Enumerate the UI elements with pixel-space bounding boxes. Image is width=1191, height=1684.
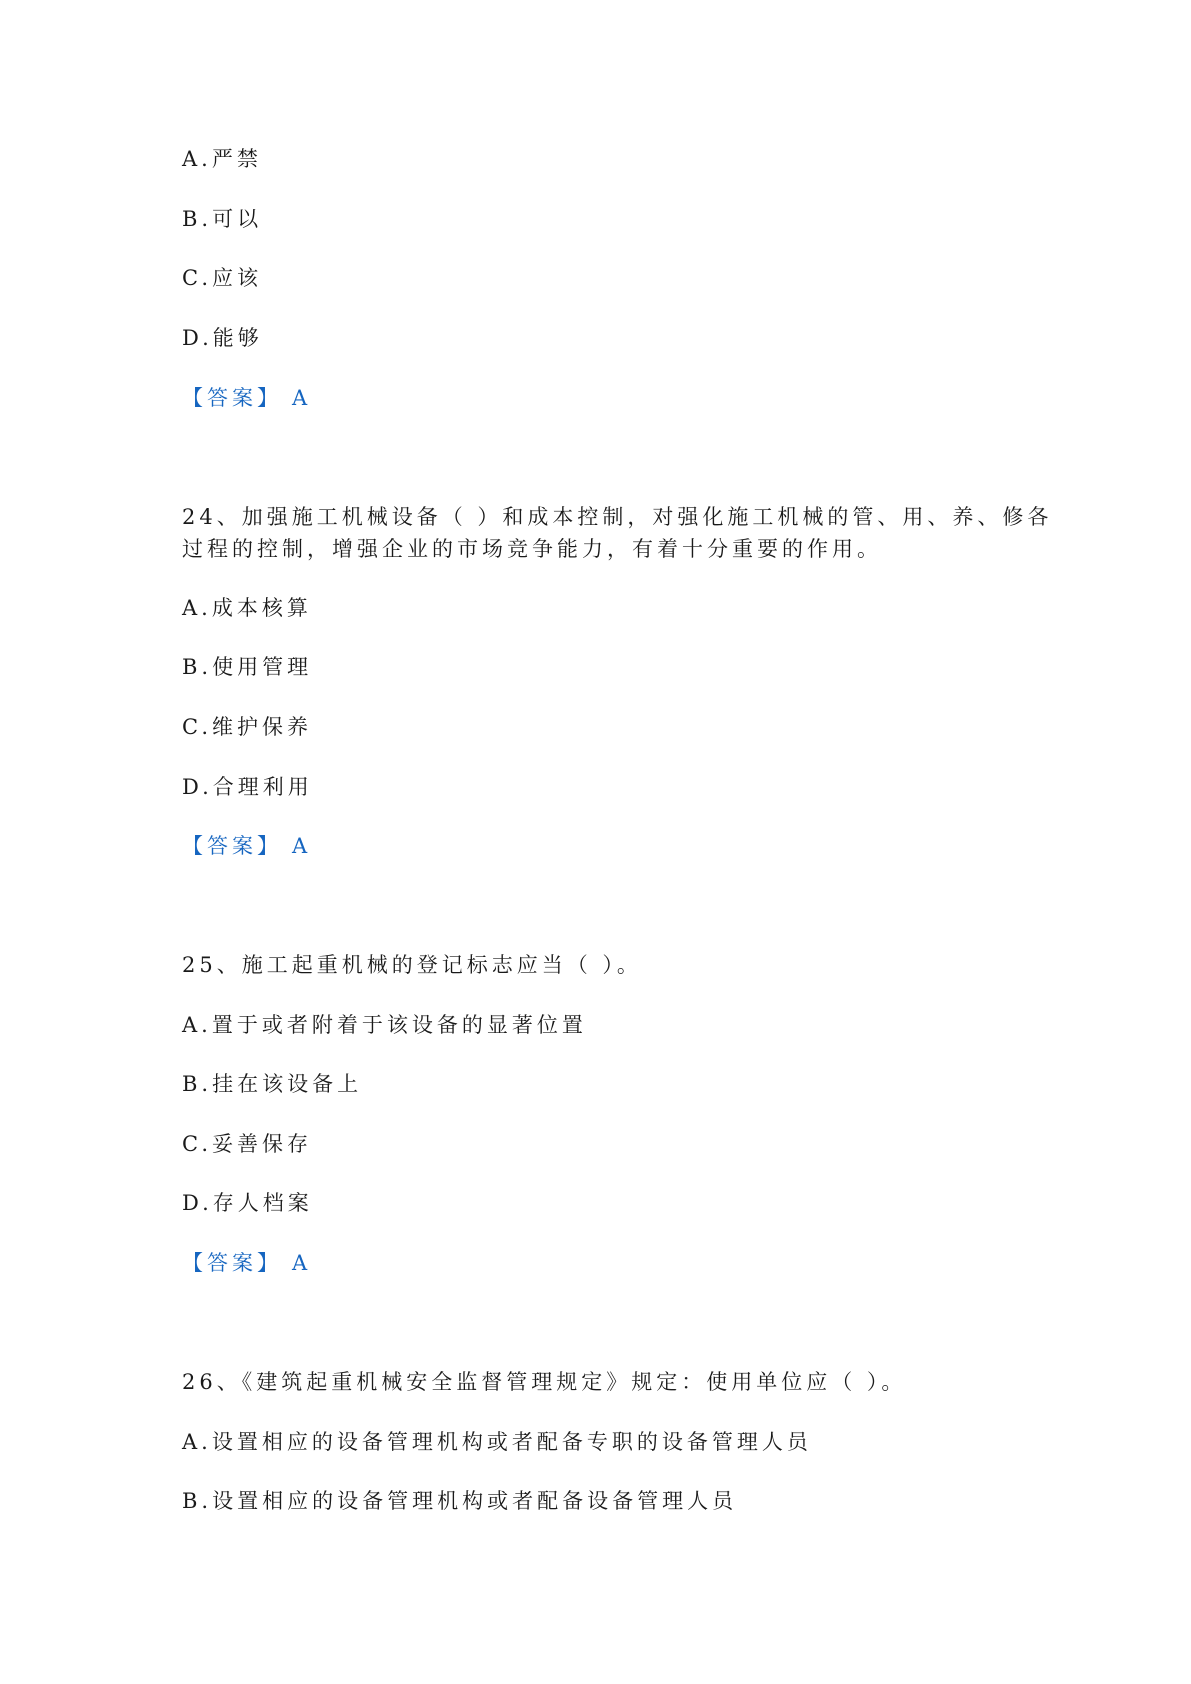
q25-option-b: B.挂在该设备上 (182, 1072, 363, 1096)
q25-option-d: D.存人档案 (182, 1191, 313, 1215)
q26-option-a: A.设置相应的设备管理机构或者配备专职的设备管理人员 (182, 1430, 812, 1454)
q24-option-c: C.维护保养 (182, 715, 312, 739)
answer-value: A (292, 386, 312, 410)
q24-question-line1: 24、加强施工机械设备（ ）和成本控制，对强化施工机械的管、用、养、修各 (182, 505, 1053, 529)
q25-option-c: C.妥善保存 (182, 1132, 312, 1156)
q24-option-d: D.合理利用 (182, 775, 313, 799)
q23-option-b: B.可以 (182, 207, 263, 231)
answer-label: 【答案】 (182, 1251, 282, 1275)
q23-option-d: D.能够 (182, 326, 263, 350)
q26-question: 26、《建筑起重机械安全监督管理规定》规定：使用单位应（ ）。 (182, 1370, 907, 1394)
q26-option-b: B.设置相应的设备管理机构或者配备设备管理人员 (182, 1489, 738, 1513)
answer-label: 【答案】 (182, 386, 282, 410)
q25-question: 25、施工起重机械的登记标志应当（ ）。 (182, 953, 642, 977)
q23-answer (182, 382, 311, 414)
q23-option-a: A.严禁 (182, 147, 262, 171)
q24-question-line2: 过程的控制，增强企业的市场竞争能力，有着十分重要的作用。 (182, 537, 882, 561)
q24-answer (182, 830, 311, 862)
answer-value: A (292, 834, 312, 858)
q24-option-b: B.使用管理 (182, 655, 313, 679)
answer-label: 【答案】 (182, 834, 282, 858)
q24-option-a: A.成本核算 (182, 596, 312, 620)
q23-option-c: C.应该 (182, 266, 262, 290)
q25-answer (182, 1247, 311, 1279)
answer-value: A (292, 1251, 312, 1275)
q25-option-a: A.置于或者附着于该设备的显著位置 (182, 1013, 587, 1037)
